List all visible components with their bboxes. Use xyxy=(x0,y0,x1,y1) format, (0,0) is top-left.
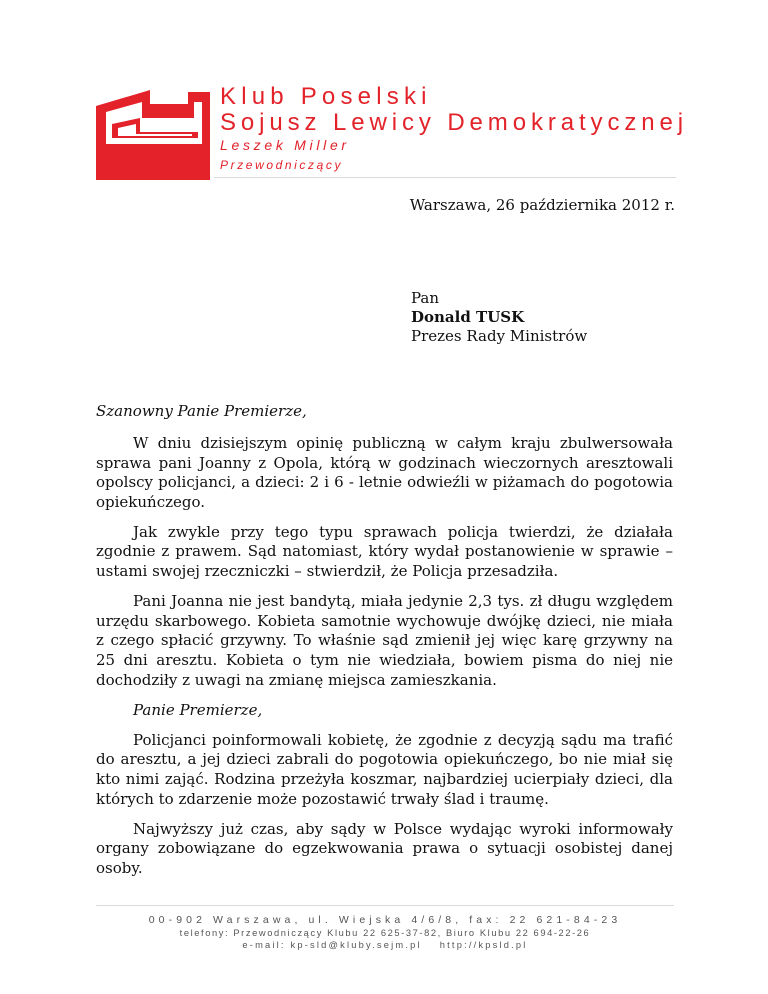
org-name-line1: Klub Poselski xyxy=(220,83,432,110)
sld-logo xyxy=(96,84,210,180)
footer-address: 00-902 Warszawa, ul. Wiejska 4/6/8, fax: 22 621-84-23 xyxy=(148,914,622,926)
salutation-repeat: Panie Premierze, xyxy=(133,700,263,719)
chairman-name: Leszek Miller xyxy=(220,137,350,153)
recipient-block xyxy=(411,289,587,346)
letter-body xyxy=(96,434,673,889)
letter-date: Warszawa, 26 października 2012 r. xyxy=(409,196,675,214)
org-name-line2: Sojusz Lewicy Demokratycznej xyxy=(220,109,688,136)
recipient-salutation: Pan xyxy=(411,289,440,307)
footer-contact xyxy=(96,939,674,951)
recipient-title: Prezes Rady Ministrów xyxy=(411,327,588,345)
paragraph: Najwyższy już czas, aby sądy w Polsce wydając wyroki informowały organy zobowiązane do egzekwowania prawa o sytuacji osobistej danej osoby. xyxy=(96,819,673,877)
footer-website: http://kpsld.pl xyxy=(439,940,528,950)
recipient-name: Donald TUSK xyxy=(411,308,525,326)
chairman-role: Przewodniczący xyxy=(220,158,344,172)
paragraph: Pani Joanna nie jest bandytą, miała jedynie 2,3 tys. zł długu względem urzędu skarbowego. Kobieta samotnie wychowuje dwójkę dzieci, nie miała z czego spłacić grzywny. To właśnie sąd zmienił jej więc karę grzywny na 25 dni aresztu. Kobieta o tym nie wiedziała, bowiem pisma do niej nie dochodziły z uwagi na zmianę miejsca zamieszkania. xyxy=(96,592,673,689)
footer-email: e-mail: kp-sld@kluby.sejm.pl xyxy=(242,940,422,950)
paragraph: Jak zwykle przy tego typu sprawach policja twierdzi, że działała zgodnie z prawem. Sąd natomiast, który wydał postanowienie w sprawie – ustami swojej rzeczniczki – stwierdził, że Policja przesadziła. xyxy=(96,522,673,581)
footer xyxy=(96,914,674,951)
paragraph: Policjanci poinformowali kobietę, że zgodnie z decyzją sądu ma trafić do aresztu, a jej dzieci zabrali do pogotowia opiekuńczego, bo nie miał się kto nimi zająć. Rodzina przeżyła koszmar, najbardziej ucierpiały dzieci, dla których to zdarzenie może pozostawić trwały ślad i traumę. xyxy=(96,730,673,808)
footer-divider xyxy=(96,905,674,906)
paragraph: W dniu dzisiejszym opinię publiczną w całym kraju zbulwersowała sprawa pani Joanny z Opola, którą w godzinach wieczornych aresztowali opolscy policjanci, a dzieci: 2 i 6 - letnie odwieźli w piżamach do pogotowia opiekuńczego. xyxy=(96,434,673,511)
header-divider xyxy=(214,177,676,178)
footer-phones: telefony: Przewodniczący Klubu 22 625-37-82, Biuro Klubu 22 694-22-26 xyxy=(179,928,591,938)
greeting: Szanowny Panie Premierze, xyxy=(96,402,307,420)
